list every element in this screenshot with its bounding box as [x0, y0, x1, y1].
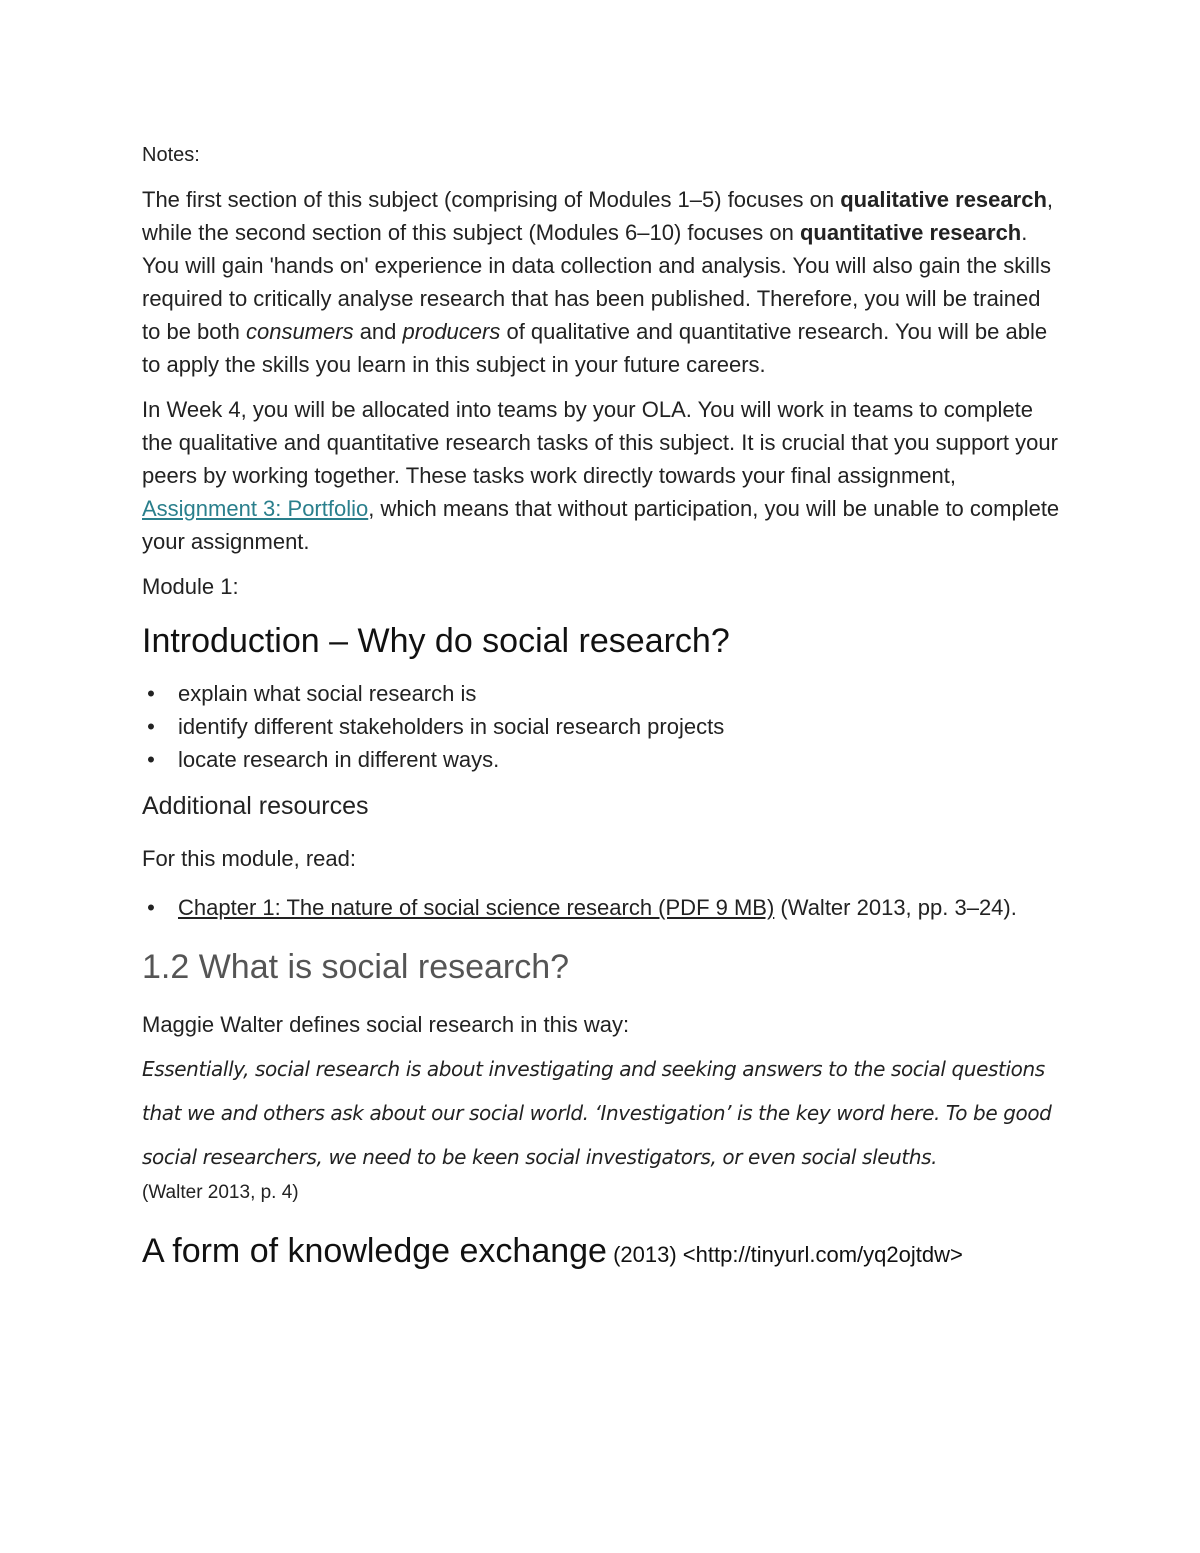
list-item [147, 743, 1062, 776]
bullet-icon: • [147, 714, 155, 739]
quote-block [142, 1047, 1062, 1179]
module-label: Module 1: [142, 574, 239, 599]
objective-text: identify different stakeholders in social research projects [178, 714, 725, 739]
document-page [142, 140, 1062, 1277]
quote-line: social researchers, we need to be keen social investigators, or even social sleuths. [142, 1145, 938, 1169]
read-label: For this module, read: [142, 846, 356, 871]
assignment-3-portfolio-link[interactable]: Assignment 3: Portfolio [142, 496, 369, 521]
walter-intro: Maggie Walter defines social research in this way: [142, 1012, 630, 1037]
objectives-list [142, 677, 1062, 776]
reading-citation: (Walter 2013, pp. 3–24). [774, 895, 1017, 920]
knowledge-exchange-title: A form of knowledge exchange [142, 1232, 607, 1270]
quote-line: Essentially, social research is about investigating and seeking answers to the social questions [142, 1057, 1045, 1081]
intro-bold-qualitative: qualitative research [840, 187, 1047, 212]
intro-text-4: and [353, 319, 403, 344]
bullet-icon: • [147, 681, 155, 706]
objective-text: explain what social research is [178, 681, 477, 706]
intro-text-5: of qualitative and quantitative research. You will be able to apply the skills you learn in this subject in your future careers. [142, 319, 1048, 377]
reading-list [142, 891, 1062, 924]
knowledge-exchange-heading [142, 1229, 1062, 1277]
intro-bold-quantitative: quantitative research [799, 220, 1022, 245]
additional-resources-heading: Additional resources [142, 792, 369, 820]
section-heading: 1.2 What is social research? [142, 948, 570, 986]
teams-text-1: In Week 4, you will be allocated into teams by your OLA. You will work in teams to complete the qualitative and quantitative research tasks of this subject. It is crucial that you support your peers by working together. These tasks work directly towards your final assignment, [142, 397, 1058, 488]
intro-text-2: , while the second section of this subject (Modules 6–10) focuses on [142, 187, 1054, 245]
teams-paragraph [142, 393, 1062, 558]
intro-text-1: The first section of this subject (comprising of Modules 1–5) focuses on [142, 187, 841, 212]
list-item [147, 891, 1062, 924]
intro-paragraph [142, 183, 1062, 381]
intro-italic-consumers: consumers [245, 319, 354, 344]
bullet-icon: • [147, 895, 155, 920]
teams-text-2: , which means that without participation, you will be unable to complete your assignment. [142, 496, 1060, 554]
list-item [147, 677, 1062, 710]
notes-label: Notes: [142, 144, 200, 166]
intro-italic-producers: producers [402, 319, 501, 344]
intro-text-3: . You will gain 'hands on' experience in data collection and analysis. You will also gain the skills required to critically analyse research that has been published. Therefore, you will be trained to be both [142, 220, 1051, 344]
list-item [147, 710, 1062, 743]
bullet-icon: • [147, 747, 155, 772]
quote-citation: (Walter 2013, p. 4) [142, 1182, 299, 1203]
quote-line: that we and others ask about our social world. ‘Investigation’ is the key word here. To be good [142, 1101, 1052, 1125]
objective-text: locate research in different ways. [178, 747, 500, 772]
intro-heading: Introduction – Why do social research? [142, 622, 730, 660]
knowledge-exchange-url: (2013) <http://tinyurl.com/yq2ojtdw> [606, 1242, 963, 1267]
chapter-1-pdf-link[interactable]: Chapter 1: The nature of social science research (PDF 9 MB) [178, 895, 775, 920]
